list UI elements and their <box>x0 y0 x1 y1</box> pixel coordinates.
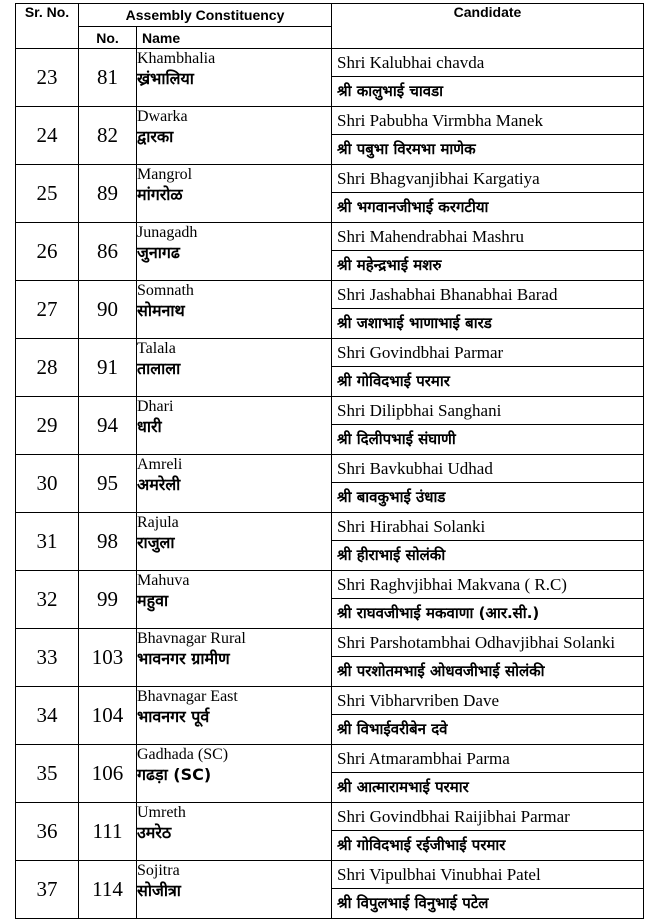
table-row <box>16 165 644 223</box>
candidate-cell <box>332 397 644 455</box>
sr-no-cell: 30 <box>16 455 79 513</box>
constituency-name-hindi: धारी <box>137 417 162 436</box>
candidate-name-hindi: श्री गोविदभाई रईजीभाई परमार <box>337 836 506 854</box>
constituency-name-english: Amreli <box>137 456 183 473</box>
candidate-cell <box>332 281 644 339</box>
constituency-name-cell <box>137 571 332 629</box>
constituency-name-hindi: राजुला <box>137 533 175 552</box>
sr-no-cell: 26 <box>16 223 79 281</box>
candidate-name-hindi: श्री विभाईवरीबेन दवे <box>337 720 448 738</box>
candidate-name-english: Shri Hirabhai Solanki <box>332 513 643 541</box>
table-row <box>16 397 644 455</box>
candidate-cell <box>332 861 644 919</box>
constituency-name-english: Bhavnagar Rural <box>137 630 246 647</box>
candidate-name-english: Shri Govindbhai Raijibhai Parmar <box>332 803 643 831</box>
constituency-name-cell <box>137 339 332 397</box>
constituency-name-cell <box>137 629 332 687</box>
candidate-name-hindi: श्री गोविदभाई परमार <box>337 372 450 390</box>
constituency-name-hindi: द्वारका <box>137 127 174 146</box>
candidate-name-hindi: श्री राघवजीभाई मकवाणा (आर.सी.) <box>337 604 540 622</box>
constituency-no-cell: 98 <box>79 513 137 571</box>
table-row <box>16 571 644 629</box>
header-constituency-name: Name <box>137 27 332 49</box>
constituency-name-english: Talala <box>137 340 176 357</box>
constituency-no-cell: 82 <box>79 107 137 165</box>
candidate-name-english: Shri Raghvjibhai Makvana ( R.C) <box>332 571 643 599</box>
table-row <box>16 49 644 107</box>
constituency-name-english: Sojitra <box>137 862 180 879</box>
candidate-cell <box>332 687 644 745</box>
constituency-name-hindi: गढड़ा (SC) <box>137 765 212 784</box>
candidate-name-english: Shri Vibharvriben Dave <box>332 687 643 715</box>
candidate-name-hindi: श्री जशाभाई भाणाभाई बारड <box>337 314 492 332</box>
constituency-name-cell <box>137 861 332 919</box>
sr-no-cell: 36 <box>16 803 79 861</box>
constituency-name-cell <box>137 107 332 165</box>
constituency-name-english: Junagadh <box>137 224 198 241</box>
sr-no-cell: 29 <box>16 397 79 455</box>
constituency-name-english: Umreth <box>137 804 186 821</box>
constituency-name-hindi: जुनागढ <box>137 243 180 262</box>
constituency-no-cell: 89 <box>79 165 137 223</box>
constituency-name-cell <box>137 49 332 107</box>
sr-no-cell: 32 <box>16 571 79 629</box>
constituency-no-cell: 111 <box>79 803 137 861</box>
constituency-no-cell: 104 <box>79 687 137 745</box>
candidate-cell <box>332 223 644 281</box>
candidate-name-english: Shri Vipulbhai Vinubhai Patel <box>332 861 643 889</box>
constituency-name-english: Rajula <box>137 514 179 531</box>
table-row <box>16 281 644 339</box>
table-row <box>16 455 644 513</box>
table-header <box>16 4 644 49</box>
constituency-name-cell <box>137 223 332 281</box>
constituency-name-cell <box>137 803 332 861</box>
constituency-name-hindi: सोमनाथ <box>137 301 185 320</box>
table-row <box>16 861 644 919</box>
sr-no-cell: 25 <box>16 165 79 223</box>
constituency-name-cell <box>137 745 332 803</box>
constituency-name-english: Somnath <box>137 282 194 299</box>
table-row <box>16 687 644 745</box>
constituency-no-cell: 103 <box>79 629 137 687</box>
constituency-no-cell: 99 <box>79 571 137 629</box>
constituency-name-english: Mahuva <box>137 572 190 589</box>
candidate-cell <box>332 165 644 223</box>
constituency-no-cell: 91 <box>79 339 137 397</box>
constituency-name-hindi: महुवा <box>137 591 169 610</box>
constituency-name-english: Gadhada (SC) <box>137 746 229 763</box>
table-row <box>16 745 644 803</box>
candidate-cell <box>332 629 644 687</box>
sr-no-cell: 31 <box>16 513 79 571</box>
candidate-cell <box>332 803 644 861</box>
candidate-name-english: Shri Parshotambhai Odhavjibhai Solanki <box>332 629 643 657</box>
candidate-name-hindi: श्री बावकुभाई उंधाड <box>337 488 446 506</box>
candidate-name-english: Shri Pabubha Virmbha Manek <box>332 107 643 135</box>
constituency-name-hindi: उमरेठ <box>137 823 172 842</box>
candidate-name-hindi: श्री कालुभाई चावडा <box>337 82 443 100</box>
candidate-table <box>15 3 644 919</box>
table-row <box>16 803 644 861</box>
table-row <box>16 107 644 165</box>
constituency-no-cell: 94 <box>79 397 137 455</box>
constituency-name-english: Dwarka <box>137 108 188 125</box>
constituency-name-english: Khambhalia <box>137 50 216 67</box>
candidate-name-hindi: श्री आत्मारामभाई परमार <box>337 778 469 796</box>
constituency-name-hindi: भावनगर ग्रामीण <box>137 649 230 668</box>
candidate-name-hindi: श्री महेन्द्रभाई मशरु <box>337 256 442 274</box>
constituency-name-cell <box>137 281 332 339</box>
constituency-name-hindi: ख्रंभालिया <box>137 69 194 88</box>
constituency-no-cell: 106 <box>79 745 137 803</box>
candidate-name-english: Shri Bhagvanjibhai Kargatiya <box>332 165 643 193</box>
candidate-cell <box>332 513 644 571</box>
header-assembly-constituency: Assembly Constituency <box>79 4 332 27</box>
candidate-cell <box>332 455 644 513</box>
constituency-name-english: Bhavnagar East <box>137 688 238 705</box>
sr-no-cell: 33 <box>16 629 79 687</box>
constituency-no-cell: 86 <box>79 223 137 281</box>
candidate-name-english: Shri Mahendrabhai Mashru <box>332 223 643 251</box>
constituency-name-cell <box>137 397 332 455</box>
table-row <box>16 223 644 281</box>
sr-no-cell: 37 <box>16 861 79 919</box>
candidate-name-english: Shri Jashabhai Bhanabhai Barad <box>332 281 643 309</box>
candidate-name-english: Shri Kalubhai chavda <box>332 49 643 77</box>
candidate-name-hindi: श्री भगवानजीभाई करगटीया <box>337 198 489 216</box>
constituency-name-hindi: तालाला <box>137 359 181 378</box>
constituency-name-cell <box>137 455 332 513</box>
candidate-name-english: Shri Dilipbhai Sanghani <box>332 397 643 425</box>
constituency-no-cell: 81 <box>79 49 137 107</box>
constituency-no-cell: 95 <box>79 455 137 513</box>
constituency-name-hindi: सोजीत्रा <box>137 881 181 900</box>
candidate-cell <box>332 107 644 165</box>
candidate-name-english: Shri Bavkubhai Udhad <box>332 455 643 483</box>
candidate-name-english: Shri Atmarambhai Parma <box>332 745 643 773</box>
candidate-name-hindi: श्री विपुलभाई विनुभाई पटेल <box>337 894 489 912</box>
sr-no-cell: 23 <box>16 49 79 107</box>
candidate-name-hindi: श्री परशोतमभाई ओधवजीभाई सोलंकी <box>337 662 545 680</box>
header-candidate: Candidate <box>332 4 644 49</box>
sr-no-cell: 34 <box>16 687 79 745</box>
constituency-name-hindi: भावनगर पूर्व <box>137 707 210 726</box>
sr-no-cell: 27 <box>16 281 79 339</box>
candidate-name-hindi: श्री पबुभा विरमभा माणेक <box>337 140 476 158</box>
constituency-name-english: Mangrol <box>137 166 193 183</box>
sr-no-cell: 24 <box>16 107 79 165</box>
table-row <box>16 629 644 687</box>
candidate-cell <box>332 49 644 107</box>
constituency-no-cell: 114 <box>79 861 137 919</box>
constituency-name-hindi: मांगरोळ <box>137 185 183 204</box>
constituency-name-cell <box>137 687 332 745</box>
sr-no-cell: 28 <box>16 339 79 397</box>
constituency-name-hindi: अमरेली <box>137 475 181 494</box>
constituency-no-cell: 90 <box>79 281 137 339</box>
table-body <box>16 49 644 919</box>
candidate-cell <box>332 745 644 803</box>
constituency-name-cell <box>137 165 332 223</box>
table-row <box>16 513 644 571</box>
table-row <box>16 339 644 397</box>
constituency-name-cell <box>137 513 332 571</box>
header-constituency-no: No. <box>79 27 137 49</box>
candidate-cell <box>332 571 644 629</box>
header-sr-no: Sr. No. <box>16 4 79 49</box>
candidate-name-hindi: श्री हीराभाई सोलंकी <box>337 546 446 564</box>
sr-no-cell: 35 <box>16 745 79 803</box>
candidate-name-hindi: श्री दिलीपभाई संघाणी <box>337 430 456 448</box>
candidate-cell <box>332 339 644 397</box>
candidate-name-english: Shri Govindbhai Parmar <box>332 339 643 367</box>
constituency-name-english: Dhari <box>137 398 174 415</box>
